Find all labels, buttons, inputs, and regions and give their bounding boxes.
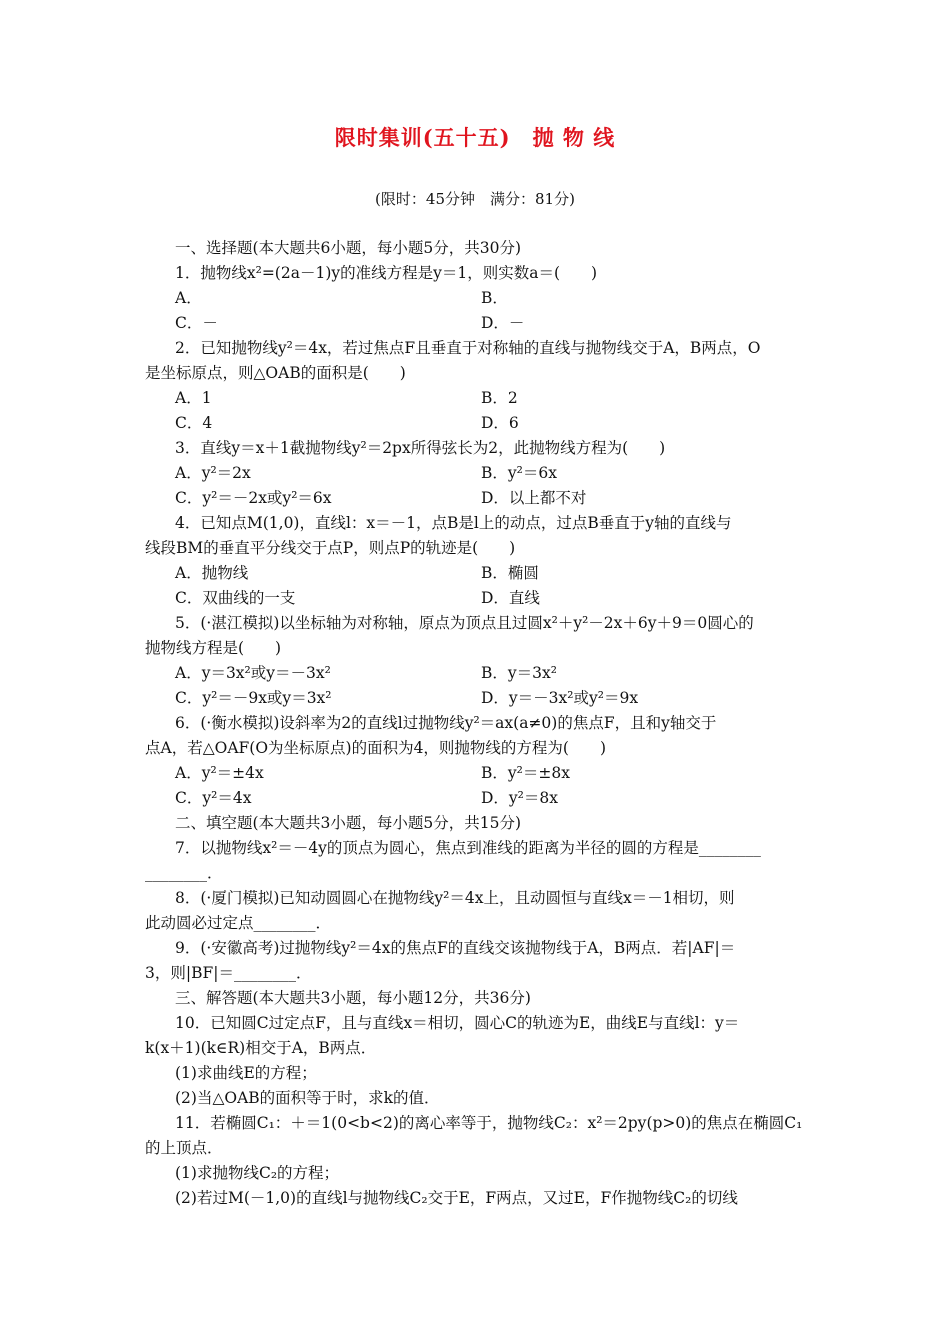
question-10-stem-cont: k(x＋1)(k∈R)相交于A，B两点． — [145, 1039, 377, 1057]
option-b: B． — [481, 289, 508, 307]
option-d: D．6 — [481, 414, 519, 432]
question-5-stem: 5．(·湛江模拟)以坐标轴为对称轴，原点为顶点且过圆x²＋y²－2x＋6y＋9＝0圆心的 — [175, 614, 754, 632]
question-4-options-row1 — [145, 561, 807, 586]
question-7-stem: 7．以抛物线x²＝－4y的顶点为圆心，焦点到准线的距离为半径的圆的方程是________ — [175, 839, 761, 857]
option-a: A．1 — [175, 389, 212, 407]
question-10-part-2: (2)当△OAB的面积等于时，求k的值． — [175, 1089, 440, 1107]
question-4-stem: 4．已知点M(1,0)，直线l：x＝－1，点B是l上的动点，过点B垂直于y轴的直线与 — [175, 514, 732, 532]
option-b: B．y²＝±8x — [481, 764, 570, 782]
option-a: A． — [175, 289, 202, 307]
option-a: A．y²＝2x — [175, 464, 251, 482]
option-b: B．y＝3x² — [481, 664, 557, 682]
option-d: D．y＝－3x²或y²＝9x — [481, 689, 639, 707]
question-10-stem: 10．已知圆C过定点F，且与直线x＝相切，圆心C的轨迹为E，曲线E与直线l：y＝ — [175, 1014, 740, 1032]
question-8-stem-cont: 此动圆必过定点________． — [145, 914, 332, 932]
question-6-options-row1 — [145, 761, 807, 786]
question-6-options-row2 — [145, 786, 807, 811]
section-heading: 二、填空题(本大题共3小题，每小题5分，共15分) — [175, 814, 522, 832]
question-9-stem-cont: 3，则|BF|＝________． — [145, 964, 312, 982]
question-9-stem: 9．(·安徽高考)过抛物线y²＝4x的焦点F的直线交该抛物线于A，B两点．若|AF|＝ — [175, 939, 736, 957]
question-5-stem-cont: 抛物线方程是( ) — [145, 639, 282, 657]
section-heading: 三、解答题(本大题共3小题，每小题12分，共36分) — [175, 989, 531, 1007]
question-10-part-1: (1)求曲线E的方程； — [175, 1064, 317, 1082]
option-b: B．2 — [481, 389, 518, 407]
question-3-options-row1 — [145, 461, 807, 486]
option-c: C．y²＝－2x或y²＝6x — [175, 489, 332, 507]
option-c: C．y²＝4x — [175, 789, 252, 807]
option-d: D．－ — [481, 314, 525, 332]
question-6-stem-cont: 点A，若△OAF(O为坐标原点)的面积为4，则抛物线的方程为( ) — [145, 739, 607, 757]
question-6-stem: 6．(·衡水模拟)设斜率为2的直线l过抛物线y²＝ax(a≠0)的焦点F，且和y轴交于 — [175, 714, 717, 732]
option-c: C．y²＝－9x或y＝3x² — [175, 689, 332, 707]
option-d: D．以上都不对 — [481, 489, 587, 507]
page-title: 限时集训(五十五) 抛 物 线 — [334, 125, 616, 150]
section-heading: 一、选择题(本大题共6小题，每小题5分，共30分) — [175, 239, 522, 257]
option-c: C．4 — [175, 414, 213, 432]
question-11-part-2: (2)若过M(－1,0)的直线l与抛物线C₂交于E，F两点，又过E，F作抛物线C₂的切线 — [175, 1189, 738, 1207]
question-1-options-row1 — [145, 286, 807, 311]
question-11-part-1: (1)求抛物线C₂的方程； — [175, 1164, 340, 1182]
question-2-options-row1 — [145, 386, 807, 411]
question-5-options-row2 — [145, 686, 807, 711]
question-2-stem-cont: 是坐标原点，则△OAB的面积是( ) — [145, 364, 406, 382]
question-7-stem-cont: ________． — [145, 864, 223, 882]
option-b: B．y²＝6x — [481, 464, 557, 482]
option-b: B．椭圆 — [481, 564, 539, 582]
question-2-stem: 2．已知抛物线y²＝4x，若过焦点F且垂直于对称轴的直线与抛物线交于A，B两点，O — [175, 339, 761, 357]
question-3-stem: 3．直线y＝x＋1截抛物线y²＝2px所得弦长为2，此抛物线方程为( ) — [175, 439, 666, 457]
question-8-stem: 8．(·厦门模拟)已知动圆圆心在抛物线y²＝4x上，且动圆恒与直线x＝－1相切，则 — [175, 889, 735, 907]
question-4-stem-cont: 线段BM的垂直平分线交于点P，则点P的轨迹是( ) — [145, 539, 516, 557]
question-2-options-row2 — [145, 411, 807, 436]
question-11-stem: 11．若椭圆C₁：＋＝1(0<b<2)的离心率等于，抛物线C₂：x²＝2py(p>0)的焦点在椭圆C₁ — [175, 1114, 803, 1132]
question-4-options-row2 — [145, 586, 807, 611]
question-1-stem: 1．抛物线x²=(2a－1)y的准线方程是y＝1，则实数a＝( ) — [175, 264, 598, 282]
question-1-options-row2 — [145, 311, 807, 336]
option-a: A．y²＝±4x — [175, 764, 264, 782]
question-3-options-row2 — [145, 486, 807, 511]
question-5-options-row1 — [145, 661, 807, 686]
time-limit-note: (限时：45分钟 满分：81分) — [375, 190, 575, 208]
option-d: D．y²＝8x — [481, 789, 559, 807]
option-c: C．－ — [175, 314, 218, 332]
option-c: C．双曲线的一支 — [175, 589, 296, 607]
question-11-stem-cont: 的上顶点． — [145, 1139, 223, 1157]
question-body — [145, 236, 807, 1211]
option-d: D．直线 — [481, 589, 540, 607]
option-a: A．抛物线 — [175, 564, 249, 582]
option-a: A．y＝3x²或y＝－3x² — [175, 664, 331, 682]
